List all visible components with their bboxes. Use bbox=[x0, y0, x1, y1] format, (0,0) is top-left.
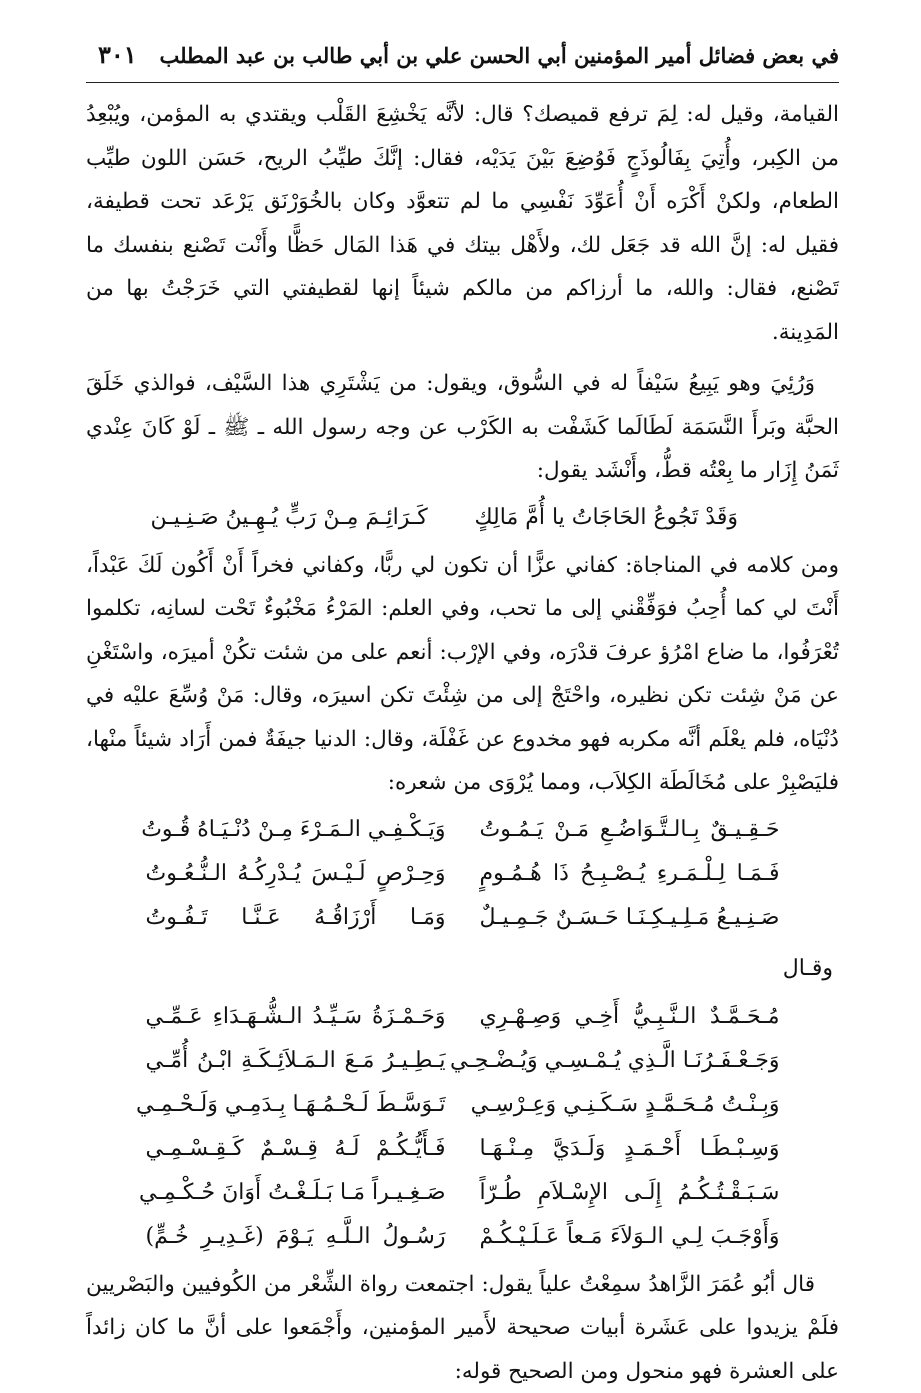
verse-hemistich-left: كَـرَائِـمَ مِـنْ رَبٍّ يُـهِـينُ صَـنِـيـن bbox=[151, 496, 441, 540]
verse-line bbox=[86, 1215, 839, 1259]
verse-hemistich-right: مُـحَـمَّـدٌ الـنَّـبِـيُّ أَخِـي وَصِـهْـرِي bbox=[480, 995, 780, 1039]
section-label: وقـال bbox=[86, 946, 839, 992]
verse-hemistich-left: رَسُـولُ الـلَّـهِ يَـوْمَ (غَـدِيـرِ خُـمٍّ) bbox=[146, 1215, 446, 1259]
verse-hemistich-left: تَـوَسَّـطَ لَـحْـمُـهَـا بِـدَمِـي وَلَـحْـمِـي bbox=[146, 1083, 446, 1127]
verse-block-2 bbox=[86, 808, 839, 940]
verse-line bbox=[86, 852, 839, 896]
verse-hemistich-left: وَيَـكْـفِـي الـمَـرْءَ مِـنْ دُنْـيَـاهُ قُـوتُ bbox=[146, 808, 446, 852]
verse-hemistich-left: صَـغِـيـراً مَـا بَـلَـغْـتُ أَوَانَ حُـكْـمِـي bbox=[146, 1171, 446, 1215]
verse-hemistich-right: وَأَوْجَـبَ لِـي الـوَلاَءَ مَـعاً عَـلَـيْـكُـمْ bbox=[480, 1215, 780, 1259]
verse-line bbox=[86, 1171, 839, 1215]
paragraph-1: القيامة، وقيل له: لِمَ ترفع قميصك؟ قال: لأنَّه يَخْشِعَ القَلْب ويقتدي به المؤمن، ويُبْعِدُ من الكِبر، وأُتِيَ بِفَالُوذَجٍ فَوُضِعَ بَيْنَ يَدَيْه، فقال: إنَّكَ طيِّبُ الريح، حَسَن اللون طيِّب الطعام، ولكنْ أَكْرَه أَنْ أُعَوِّدَ نَفْسِي ما لم تتعوَّد وكان بالخُوَرْنَق يَرْعَد تحت قطيفة، فقيل له: إنَّ الله قد جَعَل لك، ولأَهْل بيتك في هَذا المَال حَظًّا وأَنْت تَصْنع بنفسك ما تَصْنع، فقال: والله، ما أرزاكم من مالكم شيئاً إنها لقطيفتي التي خَرَجْتُ بها من المَدِينة. bbox=[86, 93, 839, 354]
verse-block-1 bbox=[86, 496, 839, 540]
verse-line bbox=[86, 1039, 839, 1083]
verse-line bbox=[86, 496, 839, 540]
verse-hemistich-left: فَـأَيُّـكُـمْ لَـهُ قِـسْـمٌ كَـقِـسْـمِـي bbox=[146, 1127, 446, 1171]
verse-hemistich-left: وَحِـرْصٍ لَـيْـسَ يُـدْرِكُـهُ الـنُّـعُـوتُ bbox=[146, 852, 446, 896]
paragraph-3: ومن كلامه في المناجاة: كفاني عزًّا أن تكون لي ربًّا، وكفاني فخراً أَنْ أَكُون لَكَ عَبْداً، أَنْتَ لي كما أُحِبُ فوَفِّقْني إلى ما تحب، وفي العلم: المَرْءُ مَخْبُوءٌ تَحْت لسانِه، تكلموا تُعْرَفُوا، ما ضاع امْرُؤ عرفَ قدْرَه، وفي الإرْب: أنعم على من شئت تكُنْ أميرَه، واسْتَغْنِ عن مَنْ شِئت تكن نظيره، واحْتَجْ إلى من شِئْتَ تكن اسيرَه، وقال: مَنْ وُسِّعَ عليْه في دُنْيَاه، فلم يعْلَم أنَّه مكربه فهو مخدوع عن غَفْلَة، وقال: الدنيا جيفَةٌ فمن أَرَاد شيئاً منْها، فليَصْبِرْ على مُخَالَطَة الكِلاَب، ومما يُرْوَى من شعره: bbox=[86, 544, 839, 805]
verse-hemistich-left: وَحَـمْـزَةُ سَـيِّـدُ الـشُّـهَـدَاءِ عَـمِّـي bbox=[146, 995, 446, 1039]
verse-line bbox=[86, 808, 839, 852]
verse-hemistich-right: صَـنِـيـعُ مَـلِـيـكِـنَـا حَـسَـنٌ جَـمِـيـلٌ bbox=[480, 896, 780, 940]
running-title: في بعض فضائل أمير المؤمنين أبي الحسن علي بن أبي طالب بن عبد المطلب bbox=[159, 43, 839, 68]
verse-hemistich-right: وَقَدْ تَجُوعُ الحَاجَاتُ يا أُمَّ مَالِكٍ bbox=[475, 496, 775, 540]
page-number: ٣٠١ bbox=[86, 40, 137, 69]
verse-line bbox=[86, 1127, 839, 1171]
paragraph-4: قال أبُو عُمَرَ الزَّاهدُ سمِعْتُ علياً يقول: اجتمعت رواة الشِّعْر من الكُوفيين والبَصْريين فلَمْ يزيدوا على عَشَرة أبيات صحيحة لأَمير المؤمنين، وأَجْمَعوا على أنَّ ما كان زائداً على العشرة فهو منحول ومن الصحيح قوله: bbox=[86, 1263, 839, 1393]
body-text bbox=[86, 93, 839, 1393]
verse-hemistich-left: يَـطِـيـرُ مَـعَ الـمَـلاَئِـكَـةِ ابْـنُ أُمِّـي bbox=[146, 1039, 446, 1083]
verse-hemistich-right: فَـمَـا لِـلْـمَـرءِ يُـصْـبِـحُ ذَا هُـمُـومٍ bbox=[480, 852, 780, 896]
verse-line bbox=[86, 896, 839, 940]
verse-block-3 bbox=[86, 995, 839, 1259]
paragraph-2: وَرُئِيَ وهو يَبِيعُ سَيْفاً له في السُّوق، ويقول: من يَشْتَرِي هذا السَّيْف، فوالذي خَلَقَ الحبَّة وبَرأَ النَّسَمَة لَطَالَما كَشَفْت به الكَرْب عن وجه رسول الله ـ ﷺ ـ لَوْ كَانَ عِنْدي ثَمَنُ إِزَار ما بِعْتُه قطُّ، وأَنْشَد يقول: bbox=[86, 362, 839, 493]
verse-hemistich-right: سَـبَـقْـتُـكُـمُ إِلَـى الإِسْـلاَمِ طُـرّاً bbox=[480, 1171, 780, 1215]
verse-hemistich-right: وَجَـعْـفَـرُنَـا الَّـذِي يُـمْـسِـي وَيُـضْـحِـي bbox=[480, 1039, 780, 1083]
verse-line bbox=[86, 1083, 839, 1127]
verse-line bbox=[86, 995, 839, 1039]
running-header bbox=[86, 40, 839, 83]
verse-hemistich-left: وَمَـا أَرْزَاقُـهُ عَـنَّـا تَـفُـوتُ bbox=[146, 896, 446, 940]
verse-hemistich-right: حَـقِـيـقٌ بِـالـتَّـوَاضُـعِ مَـنْ يَـمُـوتُ bbox=[480, 808, 780, 852]
verse-hemistich-right: وَبِـنْـتُ مُـحَـمَّـدٍ سَـكَـنِـي وَعِـرْسِـي bbox=[480, 1083, 780, 1127]
verse-hemistich-right: وَسِـبْـطَـا أَحْـمَـدٍ وَلَـدَيَّ مِـنْـهَـا bbox=[480, 1127, 780, 1171]
